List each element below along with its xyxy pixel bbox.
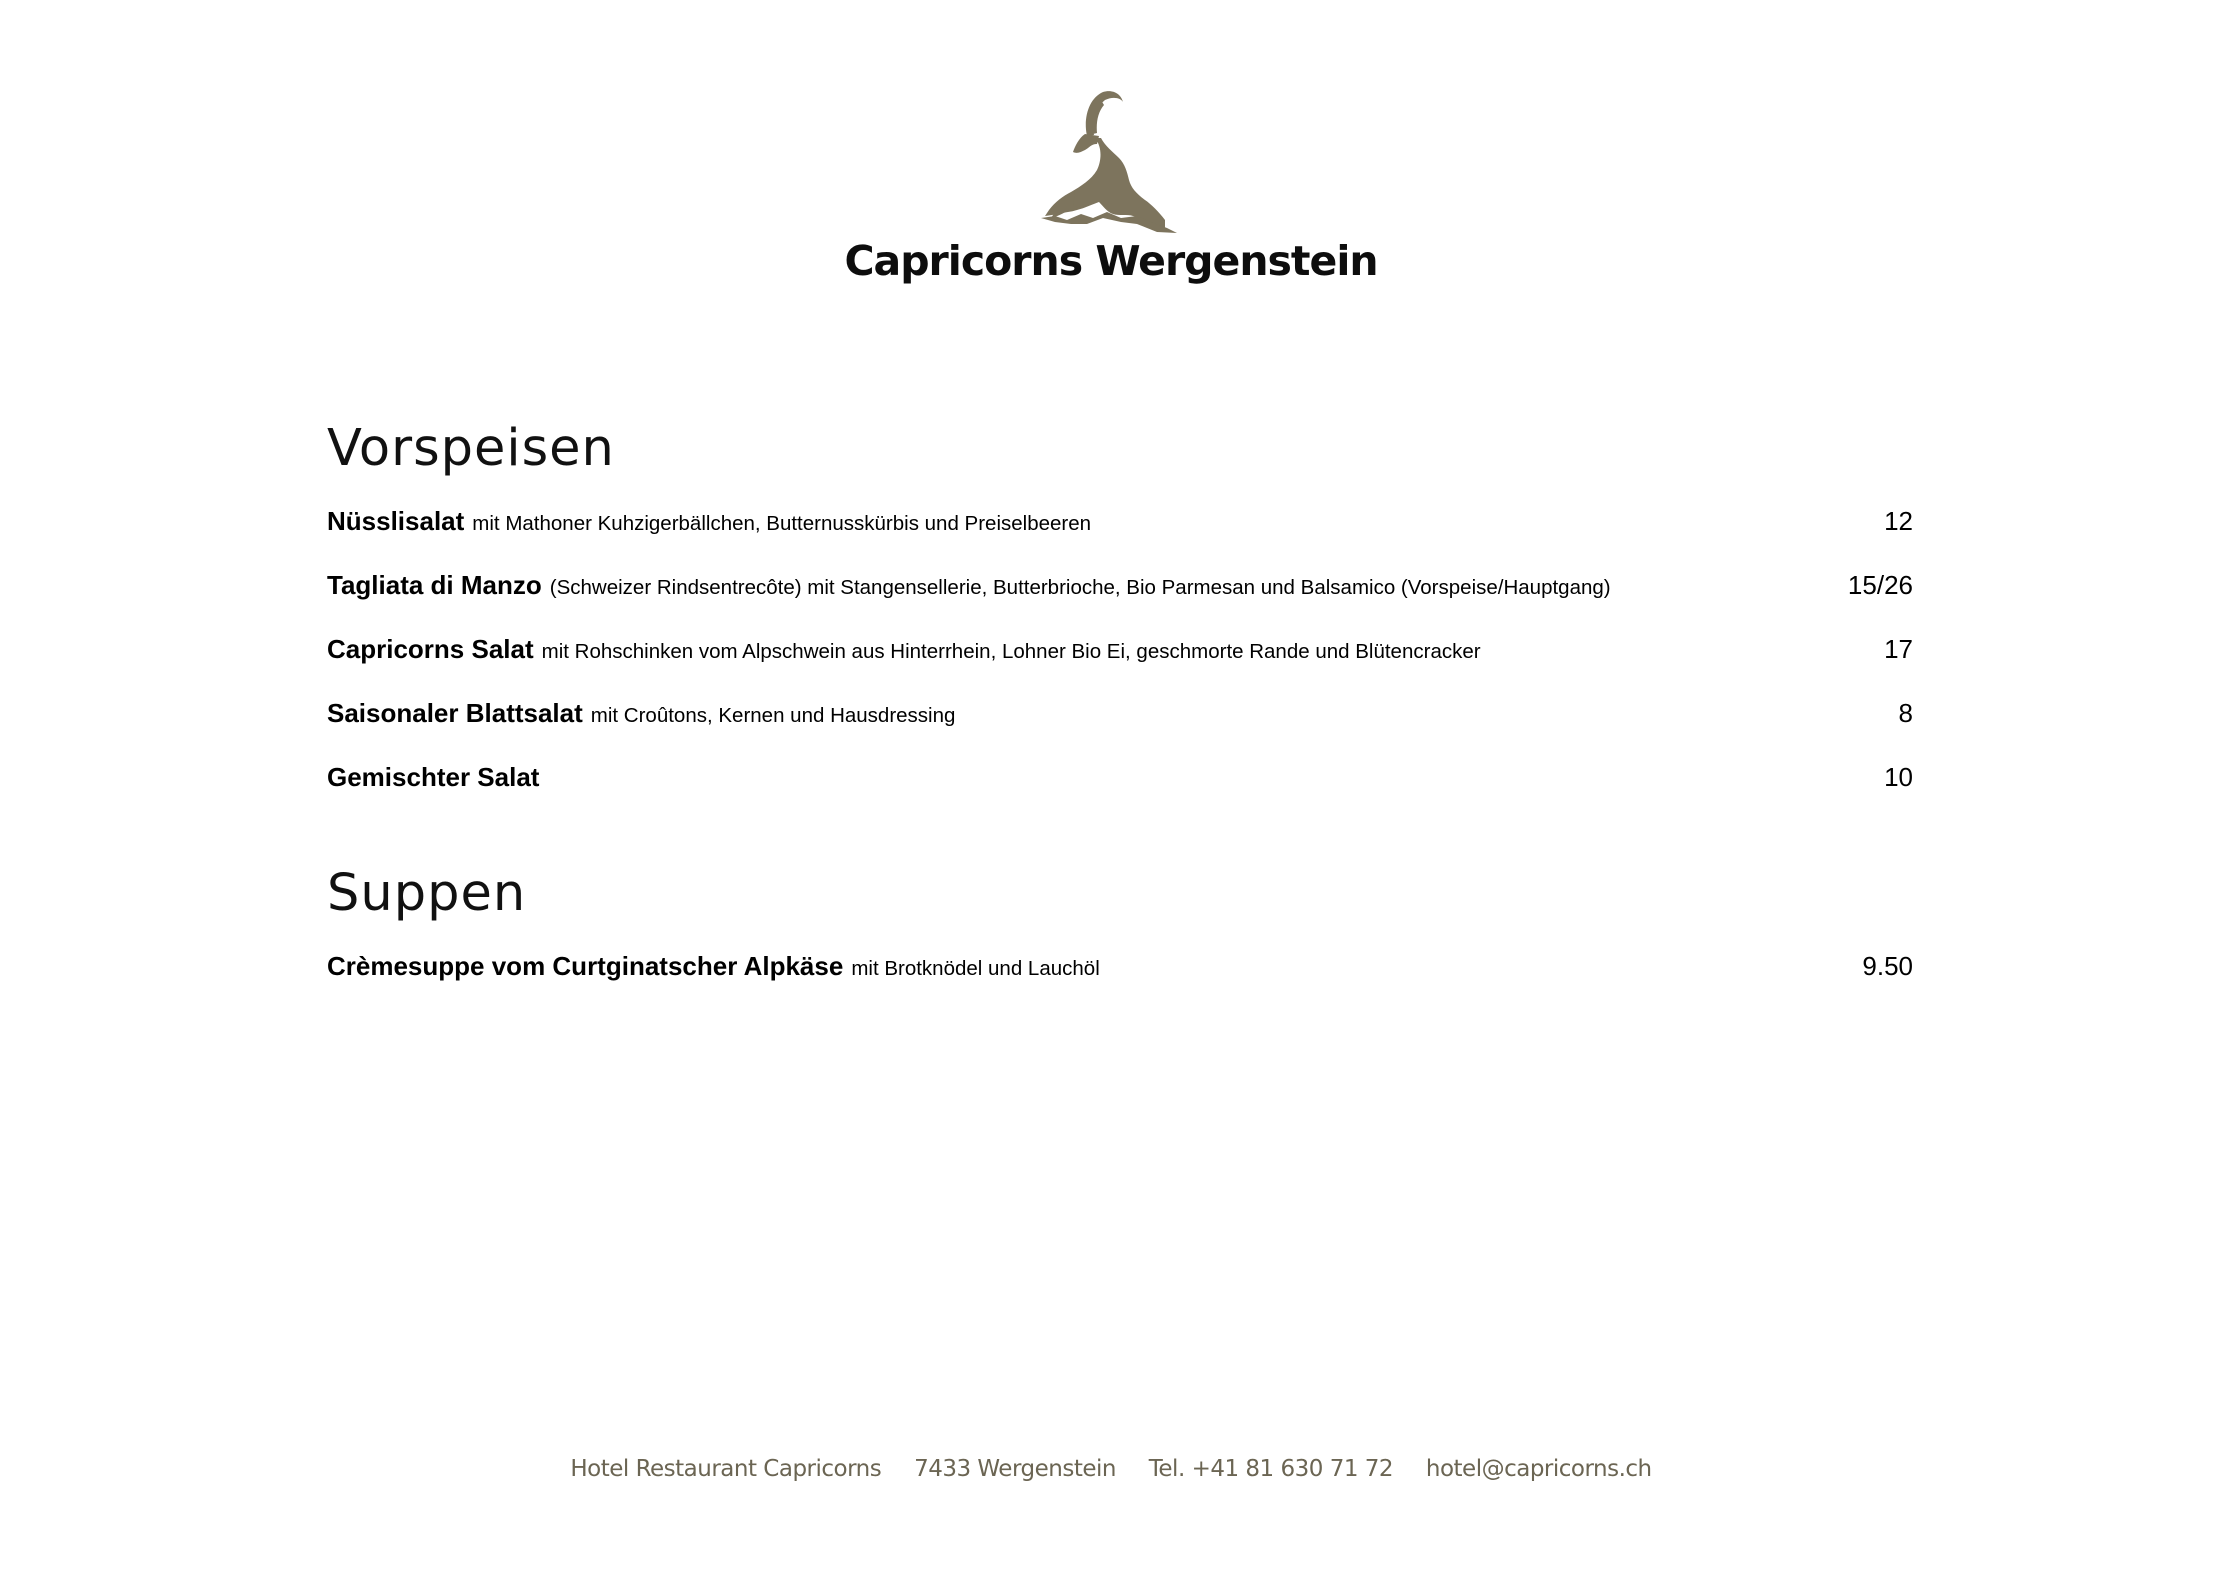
menu-item [327,762,1913,826]
menu-item-name: Crèmesuppe vom Curtginatscher Alpkäse [327,951,844,981]
footer-address: 7433 Wergenstein [914,1456,1116,1482]
menu-item-price: 8 [1898,698,1913,728]
menu-item-description: mit Mathoner Kuhzigerbällchen, Butternusskürbis und Preiselbeeren [472,512,1092,535]
section-title: Suppen [327,864,527,923]
menu-item-list [327,506,1913,826]
menu-item [327,634,1913,698]
menu-item-description: mit Brotknödel und Lauchöl [851,957,1100,980]
menu-item-name: Gemischter Salat [327,762,540,792]
menu-item-description: mit Rohschinken vom Alpschwein aus Hinterrhein, Lohner Bio Ei, geschmorte Rande und Blütencracker [541,640,1481,663]
footer-contact [0,1456,2222,1482]
footer-email[interactable]: hotel@capricorns.ch [1425,1456,1652,1482]
section-title: Vorspeisen [327,419,615,478]
menu-item [327,506,1913,570]
menu-item-description: mit Croûtons, Kernen und Hausdressing [590,704,956,727]
menu-item-name: Nüsslisalat [327,506,465,536]
menu-item-name: Saisonaler Blattsalat [327,698,583,728]
footer-phone: Tel. +41 81 630 71 72 [1148,1456,1394,1482]
menu-item-price: 17 [1884,634,1913,664]
menu-item-name: Capricorns Salat [327,634,534,664]
menu-item [327,698,1913,762]
menu-section-vorspeisen [327,419,1913,826]
menu-item-description: (Schweizer Rindsentrecôte) mit Stangensellerie, Butterbrioche, Bio Parmesan und Balsamico (Vorspeise/Hauptgang) [549,576,1611,599]
menu-item-price: 12 [1884,506,1913,536]
menu-section-suppen [327,864,1913,1015]
ibex-logo-icon [1041,88,1181,233]
logo [0,88,2222,285]
menu-item-price: 10 [1884,762,1913,792]
menu-item-name: Tagliata di Manzo [327,570,542,600]
menu-item [327,951,1913,1015]
menu-item-list [327,951,1913,1015]
footer-hotel-name: Hotel Restaurant Capricorns [570,1456,882,1482]
menu-item-price: 9.50 [1862,951,1913,981]
menu-item [327,570,1913,634]
menu-item-price: 15/26 [1847,570,1913,600]
brand-name: Capricorns Wergenstein [844,237,1378,285]
